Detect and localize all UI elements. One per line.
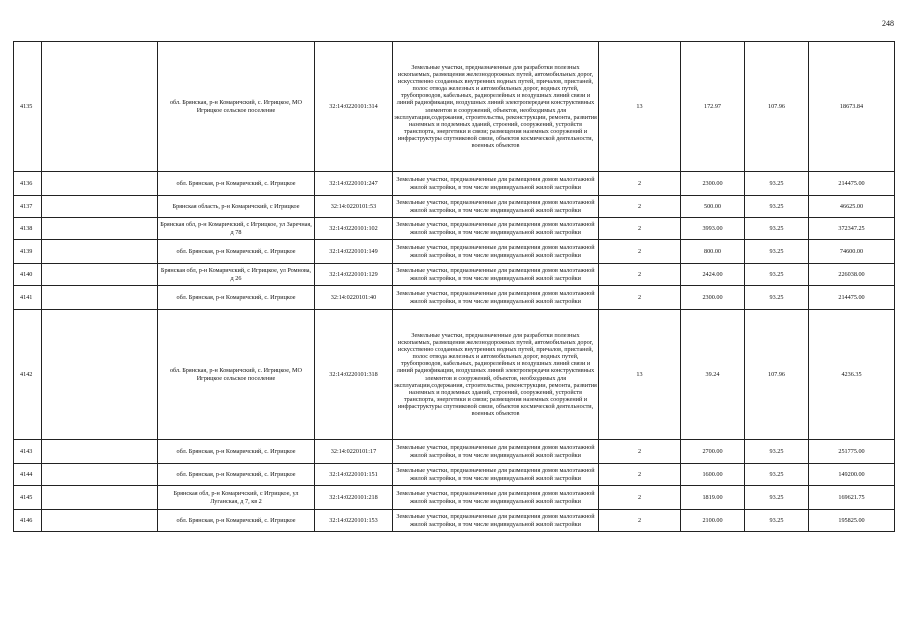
address-cell: Брянская обл, р-н Комаричский, с Игрицкое, ул Заречная, д 78 [158,218,315,240]
empty-cell [42,218,158,240]
area-cell: 2300.00 [681,286,745,310]
area-cell: 2300.00 [681,172,745,196]
rate-cell: 93.25 [745,440,809,464]
land-plot-table [13,41,895,532]
row-number: 4140 [14,264,42,286]
category-code-cell: 13 [599,42,681,172]
cadastral-value-cell: 372347.25 [809,218,895,240]
cadastral-value-cell: 226038.00 [809,264,895,286]
cadastral-number-cell: 32:14:0220101:318 [315,310,393,440]
cadastral-value-cell: 195825.00 [809,510,895,532]
category-code-cell: 2 [599,440,681,464]
land-use-description-cell: Земельные участки, предназначенные для разработки полезных ископаемых, размещения железнодорожных путей, автомобильных дорог, искусственно созданных внутренних водных путей, причалов, пристаней, полос отвода железных и автомобильных дорог, водных путей, трубопроводов, кабельных, радиорелейных и воздушных линий связи и линий радиофикации, воздушных линий электропередачи конструктивных элементов и сооружений, объектов, необходимых для эксплуатации,содержания, строительства, реконструкции, ремонта, развития наземных и подземных зданий, строений, сооружений, устройств транспорта, энергетики и связи; размещения наземных сооружений и инфраструктуры спутниковой связи, объектов космической деятельности, военных объектов [393,310,599,440]
empty-cell [42,172,158,196]
cadastral-number-cell: 32:14:0220101:17 [315,440,393,464]
rate-cell: 93.25 [745,464,809,486]
table-row [14,286,895,310]
rate-cell: 107.96 [745,42,809,172]
area-cell: 2700.00 [681,440,745,464]
cadastral-number-cell: 32:14:0220101:40 [315,286,393,310]
empty-cell [42,286,158,310]
rate-cell: 93.25 [745,196,809,218]
table-row [14,240,895,264]
table-row [14,196,895,218]
address-cell: Брянская обл, р-н Комаричский, с Игрицкое, ул Луганская, д 7, кв 2 [158,486,315,510]
land-use-description-cell: Земельные участки, предназначенные для размещения домов малоэтажной жилой застройки, в том числе индивидуальной жилой застройки [393,264,599,286]
category-code-cell: 13 [599,310,681,440]
rate-cell: 93.25 [745,486,809,510]
row-number: 4143 [14,440,42,464]
category-code-cell: 2 [599,172,681,196]
cadastral-number-cell: 32:14:0220101:53 [315,196,393,218]
row-number: 4139 [14,240,42,264]
table-row [14,464,895,486]
category-code-cell: 2 [599,218,681,240]
row-number: 4138 [14,218,42,240]
rate-cell: 107.96 [745,310,809,440]
area-cell: 3993.00 [681,218,745,240]
area-cell: 1819.00 [681,486,745,510]
address-cell: обл. Брянская, р-н Комаричский, с. Игрицкое [158,172,315,196]
empty-cell [42,510,158,532]
cadastral-number-cell: 32:14:0220101:153 [315,510,393,532]
row-number: 4135 [14,42,42,172]
category-code-cell: 2 [599,510,681,532]
cadastral-number-cell: 32:14:0220101:314 [315,42,393,172]
address-cell: обл. Брянская, р-н Комаричский, с. Игрицкое [158,440,315,464]
category-code-cell: 2 [599,286,681,310]
area-cell: 172.97 [681,42,745,172]
empty-cell [42,310,158,440]
cadastral-value-cell: 46625.00 [809,196,895,218]
table-row [14,310,895,440]
cadastral-value-cell: 18673.84 [809,42,895,172]
empty-cell [42,42,158,172]
rate-cell: 93.25 [745,286,809,310]
empty-cell [42,240,158,264]
row-number: 4146 [14,510,42,532]
area-cell: 2100.00 [681,510,745,532]
land-use-description-cell: Земельные участки, предназначенные для размещения домов малоэтажной жилой застройки, в том числе индивидуальной жилой застройки [393,440,599,464]
empty-cell [42,264,158,286]
table-row [14,218,895,240]
cadastral-value-cell: 169621.75 [809,486,895,510]
table-row [14,440,895,464]
land-use-description-cell: Земельные участки, предназначенные для размещения домов малоэтажной жилой застройки, в том числе индивидуальной жилой застройки [393,218,599,240]
category-code-cell: 2 [599,464,681,486]
row-number: 4136 [14,172,42,196]
category-code-cell: 2 [599,240,681,264]
page-number: 248 [882,19,894,28]
address-cell: обл. Брянская, р-н Комаричский, с. Игрицкое [158,464,315,486]
address-cell: Брянская обл, р-н Комаричский, с Игрицкое, ул Ромнова, д 26 [158,264,315,286]
empty-cell [42,486,158,510]
area-cell: 1600.00 [681,464,745,486]
area-cell: 39.24 [681,310,745,440]
rate-cell: 93.25 [745,172,809,196]
land-use-description-cell: Земельные участки, предназначенные для размещения домов малоэтажной жилой застройки, в том числе индивидуальной жилой застройки [393,240,599,264]
category-code-cell: 2 [599,486,681,510]
address-cell: обл. Брянская, р-н Комаричский, с. Игрицкое [158,240,315,264]
cadastral-value-cell: 4236.35 [809,310,895,440]
table-row [14,486,895,510]
row-number: 4141 [14,286,42,310]
row-number: 4145 [14,486,42,510]
cadastral-value-cell: 214475.00 [809,172,895,196]
land-use-description-cell: Земельные участки, предназначенные для размещения домов малоэтажной жилой застройки, в том числе индивидуальной жилой застройки [393,486,599,510]
address-cell: обл. Брянская, р-н Комаричский, с. Игрицкое [158,510,315,532]
table-row [14,42,895,172]
address-cell: обл. Брянская, р-н Комаричский, с. Игрицкое [158,286,315,310]
land-use-description-cell: Земельные участки, предназначенные для размещения домов малоэтажной жилой застройки, в том числе индивидуальной жилой застройки [393,286,599,310]
cadastral-number-cell: 32:14:0220101:102 [315,218,393,240]
table-row [14,510,895,532]
land-use-description-cell: Земельные участки, предназначенные для разработки полезных ископаемых, размещения железнодорожных путей, автомобильных дорог, искусственно созданных внутренних водных путей, причалов, пристаней, полос отвода железных и автомобильных дорог, водных путей, трубопроводов, кабельных, радиорелейных и воздушных линий связи и линий радиофикации, воздушных линий электропередачи конструктивных элементов и сооружений, объектов, необходимых для эксплуатации,содержания, строительства, реконструкции, ремонта, развития наземных и подземных зданий, строений, сооружений, устройств транспорта, энергетики и связи; размещения наземных сооружений и инфраструктуры спутниковой связи, объектов космической деятельности, военных объектов [393,42,599,172]
category-code-cell: 2 [599,264,681,286]
row-number: 4142 [14,310,42,440]
land-use-description-cell: Земельные участки, предназначенные для размещения домов малоэтажной жилой застройки, в том числе индивидуальной жилой застройки [393,464,599,486]
cadastral-number-cell: 32:14:0220101:129 [315,264,393,286]
area-cell: 500.00 [681,196,745,218]
rate-cell: 93.25 [745,264,809,286]
address-cell: обл. Брянская, р-н Комаричский, с. Игрицкое, МО Игрицкое сельское поселение [158,42,315,172]
land-use-description-cell: Земельные участки, предназначенные для размещения домов малоэтажной жилой застройки, в том числе индивидуальной жилой застройки [393,196,599,218]
empty-cell [42,464,158,486]
cadastral-value-cell: 74600.00 [809,240,895,264]
cadastral-number-cell: 32:14:0220101:151 [315,464,393,486]
address-cell: Брянская область, р-н Комаричский, с Игрицкое [158,196,315,218]
cadastral-value-cell: 214475.00 [809,286,895,310]
empty-cell [42,440,158,464]
empty-cell [42,196,158,218]
cadastral-number-cell: 32:14:0220101:247 [315,172,393,196]
table-row [14,264,895,286]
area-cell: 800.00 [681,240,745,264]
row-number: 4137 [14,196,42,218]
cadastral-value-cell: 149200.00 [809,464,895,486]
rate-cell: 93.25 [745,510,809,532]
row-number: 4144 [14,464,42,486]
rate-cell: 93.25 [745,218,809,240]
cadastral-number-cell: 32:14:0220101:149 [315,240,393,264]
category-code-cell: 2 [599,196,681,218]
area-cell: 2424.00 [681,264,745,286]
rate-cell: 93.25 [745,240,809,264]
cadastral-number-cell: 32:14:0220101:218 [315,486,393,510]
cadastral-value-cell: 251775.00 [809,440,895,464]
land-use-description-cell: Земельные участки, предназначенные для размещения домов малоэтажной жилой застройки, в том числе индивидуальной жилой застройки [393,172,599,196]
land-use-description-cell: Земельные участки, предназначенные для размещения домов малоэтажной жилой застройки, в том числе индивидуальной жилой застройки [393,510,599,532]
table-row [14,172,895,196]
address-cell: обл. Брянская, р-н Комаричский, с. Игрицкое, МО Игрицкое сельское поселение [158,310,315,440]
